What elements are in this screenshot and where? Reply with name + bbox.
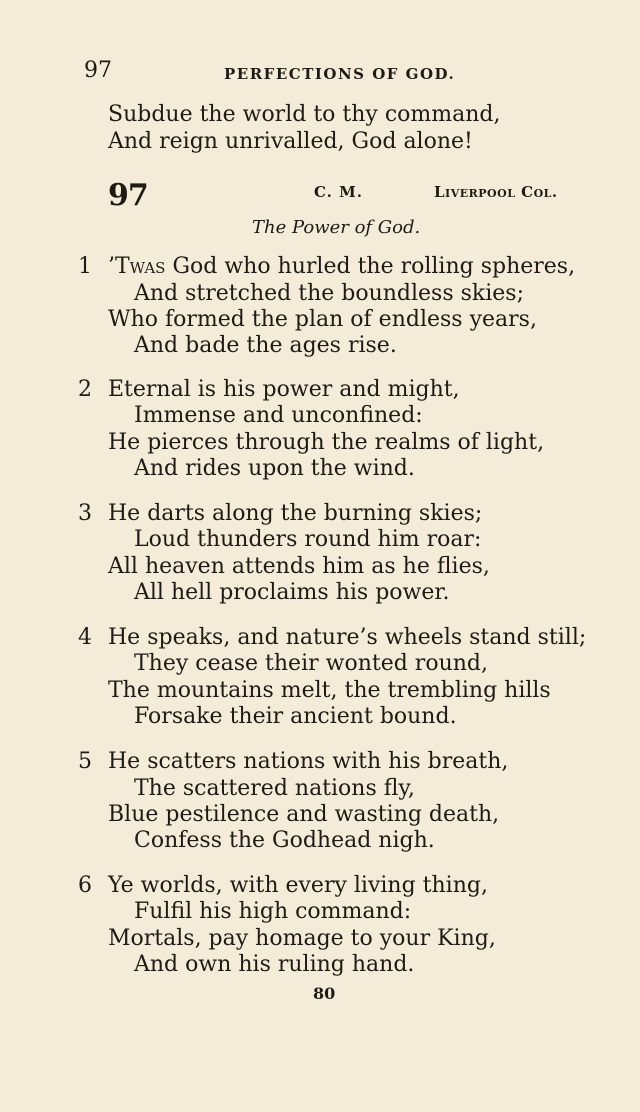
folio-number: 80 [313,984,336,1003]
hymn-tune: Liverpool Col. [434,183,558,201]
verse-line: Blue pestilence and wasting death, [108,802,500,827]
verse-line: And rides upon the wind. [134,456,415,481]
stanza-number: 4 [78,625,92,650]
verse-line: Who formed the plan of endless years, [108,307,537,332]
verse-line-rest: God who hurled the rolling spheres, [165,254,576,279]
verse-line: Eternal is his power and might, [108,377,460,402]
verse-line: The mountains melt, the trembling hills [108,678,551,703]
verse-line: Confess the Godhead nigh. [134,828,435,853]
verse-line: And bade the ages rise. [134,333,397,358]
running-title: PERFECTIONS OF GOD. [224,65,456,83]
verse-line: He darts along the burning skies; [108,501,483,526]
verse-line: All heaven attends him as he flies, [108,554,490,579]
hymn-title: The Power of God. [252,217,421,238]
verse-line: Loud thunders round him roar: [134,527,482,552]
stanza-number: 5 [78,749,92,774]
verse-line: They cease their wonted round, [134,651,488,676]
stanza-number: 2 [78,377,92,402]
stanza-number: 3 [78,501,92,526]
stanza-number: 6 [78,873,92,898]
carryover-line: Subdue the world to thy command, [108,102,501,127]
hymn-number: 97 [108,178,148,213]
page-number: 97 [84,58,112,83]
verse-line: Mortals, pay homage to your King, [108,926,496,951]
first-word: ’Twas [108,254,166,279]
verse-line: Forsake their ancient bound. [134,704,457,729]
hymn-meter: C. M. [314,183,363,201]
verse-line: And own his ruling hand. [134,952,415,977]
carryover-line: And reign unrivalled, God alone! [108,129,473,154]
verse-line: Fulfil his high command: [134,899,412,924]
verse-line [108,254,575,280]
verse-line: He scatters nations with his breath, [108,749,509,774]
verse-line: And stretched the boundless skies; [134,281,525,306]
stanza-number: 1 [78,254,92,279]
verse-line: Immense and unconfined: [134,403,423,428]
running-head [84,58,604,88]
verse-line: The scattered nations fly, [134,776,415,801]
verse-line: Ye worlds, with every living thing, [108,873,488,898]
verse-line: He pierces through the realms of light, [108,430,545,455]
verse-line: He speaks, and nature’s wheels stand still; [108,625,587,650]
verse-line: All hell proclaims his power. [134,580,450,605]
